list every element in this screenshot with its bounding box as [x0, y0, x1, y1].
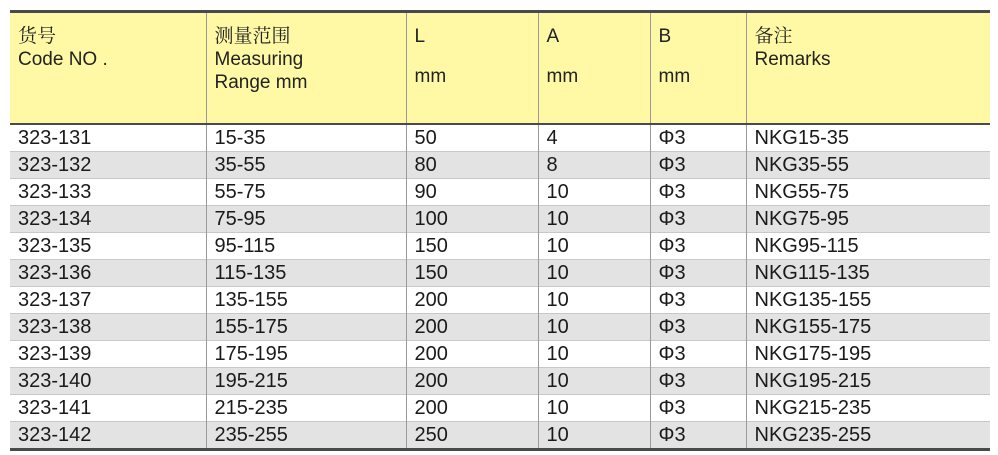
range-cell: 95-115 — [206, 233, 406, 260]
table-body — [10, 124, 990, 450]
table-row — [10, 368, 990, 395]
b-cell: Φ3 — [650, 233, 746, 260]
l-cell: 250 — [406, 422, 538, 450]
code-cell: 323-131 — [10, 124, 206, 152]
table-row — [10, 206, 990, 233]
l-cell: 200 — [406, 368, 538, 395]
header-l-unit: mm — [414, 66, 447, 87]
header-a-label: A — [546, 26, 560, 47]
table-row — [10, 179, 990, 206]
l-cell: 150 — [406, 233, 538, 260]
range-cell: 55-75 — [206, 179, 406, 206]
b-cell: Φ3 — [650, 287, 746, 314]
remarks-cell: NKG55-75 — [746, 179, 990, 206]
code-cell: 323-140 — [10, 368, 206, 395]
l-cell: 80 — [406, 152, 538, 179]
range-cell: 115-135 — [206, 260, 406, 287]
a-cell: 10 — [538, 395, 650, 422]
code-cell: 323-135 — [10, 233, 206, 260]
b-cell: Φ3 — [650, 152, 746, 179]
a-cell: 4 — [538, 124, 650, 152]
remarks-cell: NKG215-235 — [746, 395, 990, 422]
header-remarks-zh: 备注 — [754, 26, 793, 47]
remarks-cell: NKG235-255 — [746, 422, 990, 450]
table-row — [10, 341, 990, 368]
header-code — [10, 12, 206, 125]
a-cell: 10 — [538, 287, 650, 314]
table-row — [10, 422, 990, 450]
spec-table-container — [10, 10, 990, 451]
l-cell: 200 — [406, 341, 538, 368]
header-l-label: L — [414, 26, 426, 47]
header-b — [650, 12, 746, 125]
header-code-en: Code NO . — [18, 49, 108, 70]
b-cell: Φ3 — [650, 395, 746, 422]
a-cell: 10 — [538, 422, 650, 450]
l-cell: 200 — [406, 395, 538, 422]
code-cell: 323-137 — [10, 287, 206, 314]
table-row — [10, 152, 990, 179]
remarks-cell: NKG175-195 — [746, 341, 990, 368]
l-cell: 200 — [406, 287, 538, 314]
remarks-cell: NKG15-35 — [746, 124, 990, 152]
b-cell: Φ3 — [650, 179, 746, 206]
a-cell: 10 — [538, 341, 650, 368]
b-cell: Φ3 — [650, 422, 746, 450]
code-cell: 323-139 — [10, 341, 206, 368]
table-row — [10, 124, 990, 152]
code-cell: 323-138 — [10, 314, 206, 341]
b-cell: Φ3 — [650, 124, 746, 152]
header-remarks — [746, 12, 990, 125]
b-cell: Φ3 — [650, 368, 746, 395]
remarks-cell: NKG35-55 — [746, 152, 990, 179]
header-row — [10, 12, 990, 125]
remarks-cell: NKG155-175 — [746, 314, 990, 341]
range-cell: 175-195 — [206, 341, 406, 368]
table-row — [10, 287, 990, 314]
table-row — [10, 260, 990, 287]
table-row — [10, 233, 990, 260]
b-cell: Φ3 — [650, 260, 746, 287]
a-cell: 10 — [538, 206, 650, 233]
header-range-en2: Range mm — [214, 72, 308, 93]
code-cell: 323-142 — [10, 422, 206, 450]
remarks-cell: NKG115-135 — [746, 260, 990, 287]
range-cell: 155-175 — [206, 314, 406, 341]
remarks-cell: NKG75-95 — [746, 206, 990, 233]
header-a — [538, 12, 650, 125]
range-cell: 15-35 — [206, 124, 406, 152]
range-cell: 215-235 — [206, 395, 406, 422]
header-b-unit: mm — [658, 66, 691, 87]
code-cell: 323-134 — [10, 206, 206, 233]
header-code-zh: 货号 — [18, 26, 57, 47]
remarks-cell: NKG135-155 — [746, 287, 990, 314]
b-cell: Φ3 — [650, 206, 746, 233]
l-cell: 150 — [406, 260, 538, 287]
header-l — [406, 12, 538, 125]
header-range-en: Measuring — [214, 49, 304, 70]
a-cell: 10 — [538, 368, 650, 395]
header-range — [206, 12, 406, 125]
remarks-cell: NKG195-215 — [746, 368, 990, 395]
l-cell: 200 — [406, 314, 538, 341]
remarks-cell: NKG95-115 — [746, 233, 990, 260]
code-cell: 323-132 — [10, 152, 206, 179]
a-cell: 10 — [538, 260, 650, 287]
a-cell: 8 — [538, 152, 650, 179]
range-cell: 195-215 — [206, 368, 406, 395]
a-cell: 10 — [538, 314, 650, 341]
l-cell: 50 — [406, 124, 538, 152]
code-cell: 323-133 — [10, 179, 206, 206]
a-cell: 10 — [538, 233, 650, 260]
range-cell: 75-95 — [206, 206, 406, 233]
l-cell: 90 — [406, 179, 538, 206]
range-cell: 35-55 — [206, 152, 406, 179]
header-range-zh: 测量范围 — [214, 26, 291, 47]
b-cell: Φ3 — [650, 341, 746, 368]
header-a-unit: mm — [546, 66, 579, 87]
table-row — [10, 314, 990, 341]
header-remarks-en: Remarks — [754, 49, 831, 70]
code-cell: 323-141 — [10, 395, 206, 422]
a-cell: 10 — [538, 179, 650, 206]
code-cell: 323-136 — [10, 260, 206, 287]
b-cell: Φ3 — [650, 314, 746, 341]
l-cell: 100 — [406, 206, 538, 233]
table-row — [10, 395, 990, 422]
range-cell: 235-255 — [206, 422, 406, 450]
range-cell: 135-155 — [206, 287, 406, 314]
header-b-label: B — [658, 26, 672, 47]
spec-table — [10, 10, 990, 451]
